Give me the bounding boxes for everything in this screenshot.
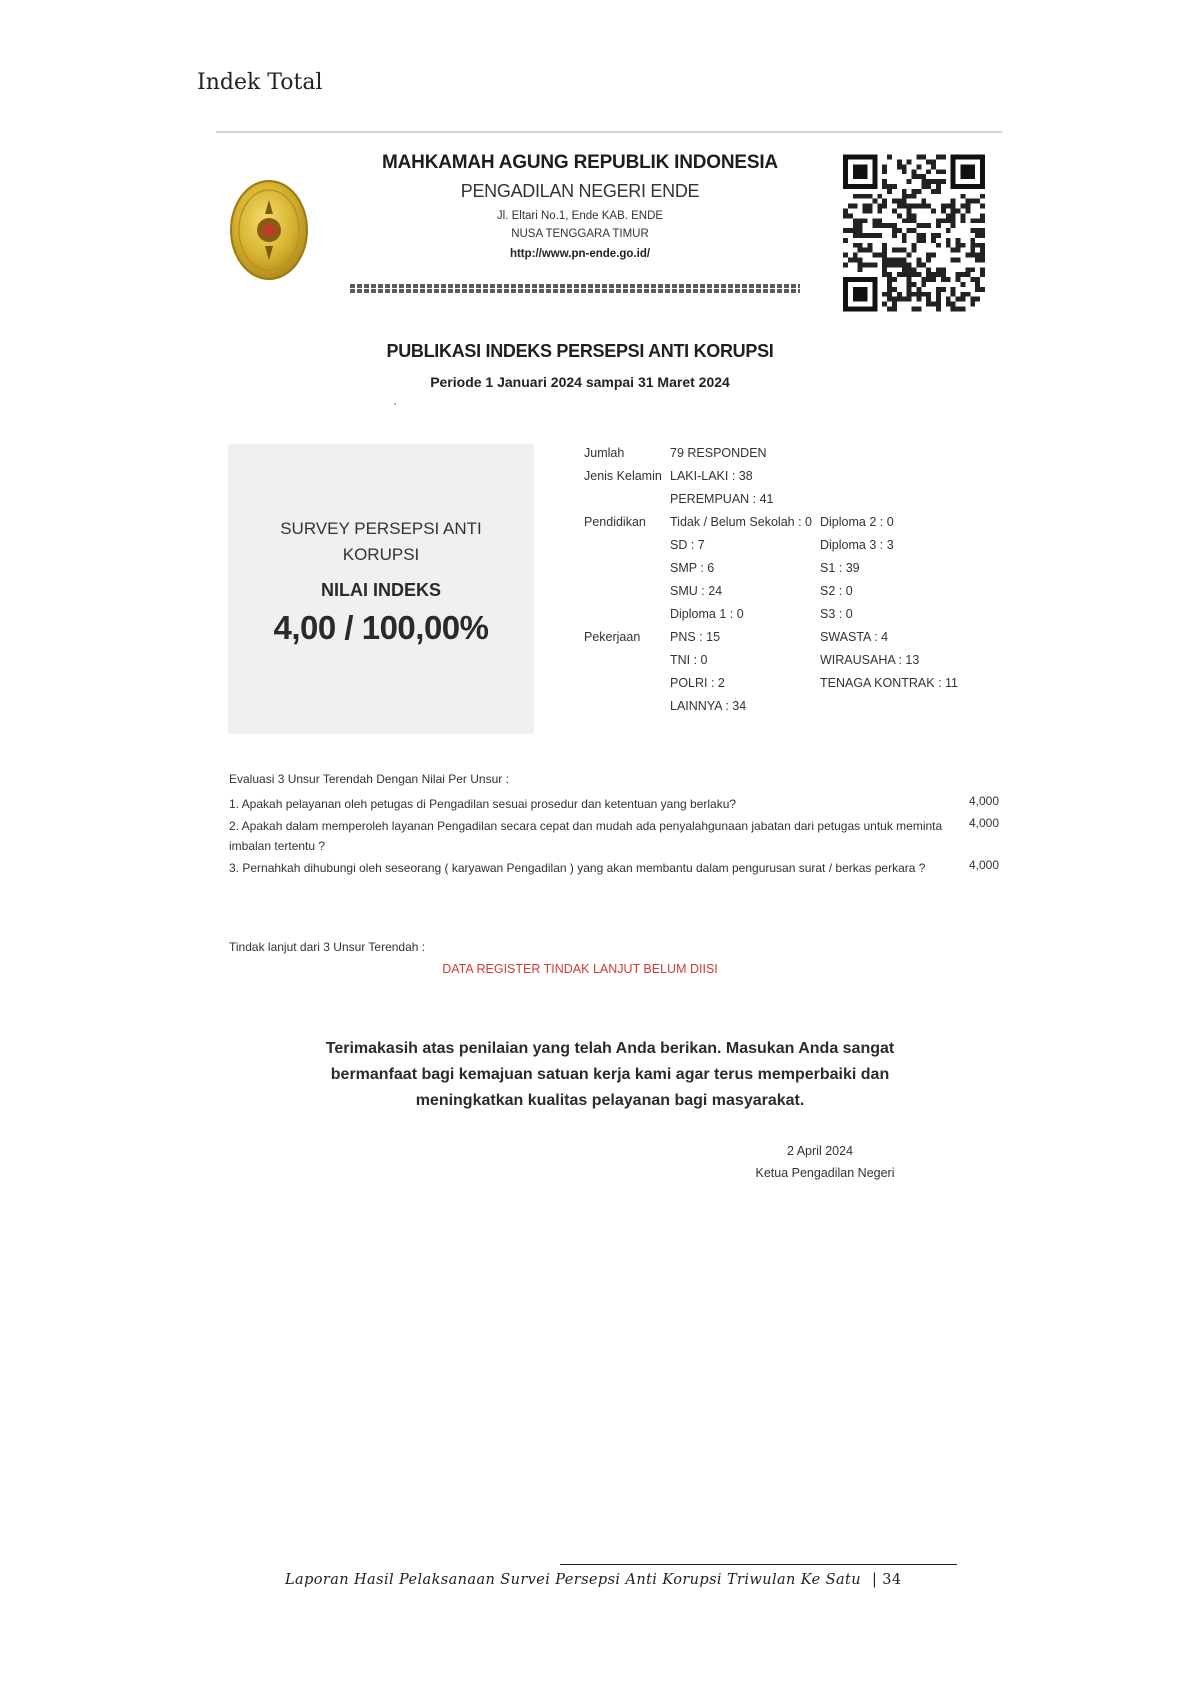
education-item: Tidak / Belum Sekolah : 0 [670, 515, 812, 529]
education-item: S1 : 39 [820, 561, 860, 575]
publication-title: PUBLIKASI INDEKS PERSEPSI ANTI KORUPSI [386, 341, 774, 361]
index-score-panel [228, 444, 534, 734]
followup-label: Tindak lanjut dari 3 Unsur Terendah : [229, 940, 426, 954]
page-number: | 34 [871, 1572, 902, 1588]
court-name: PENGADILAN NEGERI ENDE [460, 181, 700, 201]
jumlah-value: 79 RESPONDEN [670, 446, 767, 460]
section-title: Indek Total [197, 70, 323, 95]
evaluation-question: 1. Apakah pelayanan oleh petugas di Pengadilan sesuai prosedur dan ketentuan yang berlaku? [229, 797, 737, 811]
qr-code [843, 154, 985, 312]
stray-dot: · [393, 396, 397, 410]
gender-female: PEREMPUAN : 41 [670, 492, 774, 506]
education-item: SMU : 24 [670, 584, 723, 598]
index-value: 4,00 / 100,00% [273, 609, 489, 646]
index-label: NILAI INDEKS [320, 580, 441, 600]
education-item: S3 : 0 [820, 607, 853, 621]
publication-period: Periode 1 Januari 2024 sampai 31 Maret 2024 [430, 374, 730, 390]
court-website: http://www.pn-ende.go.id/ [509, 248, 651, 260]
footer-text: Laporan Hasil Pelaksanaan Survei Persepsi Anti Korupsi Triwulan Ke Satu [285, 1572, 861, 1588]
education-item: Diploma 2 : 0 [820, 515, 894, 529]
job-item: SWASTA : 4 [820, 630, 889, 644]
org-name: MAHKAMAH AGUNG REPUBLIK INDONESIA [382, 152, 778, 173]
job-item: PNS : 15 [670, 630, 721, 644]
education-item: S2 : 0 [820, 584, 853, 598]
court-address: Jl. Eltari No.1, Ende KAB. ENDE [496, 210, 664, 222]
jumlah-label: Jumlah [584, 446, 625, 460]
education-item: SD : 7 [670, 538, 705, 552]
gender-male: LAKI-LAKI : 38 [670, 469, 753, 483]
court-province: NUSA TENGGARA TIMUR [511, 228, 649, 240]
education-item: SMP : 6 [670, 561, 715, 575]
gender-label: Jenis Kelamin [584, 469, 662, 483]
survey-label: SURVEY PERSEPSI ANTI KORUPSI [280, 519, 482, 564]
job-item: WIRAUSAHA : 13 [820, 653, 920, 667]
evaluation-score: 4,000 [968, 816, 999, 830]
court-emblem-logo [228, 178, 310, 282]
footer-rule [560, 1564, 957, 1565]
education-item: Diploma 3 : 3 [820, 538, 894, 552]
evaluation-heading: Evaluasi 3 Unsur Terendah Dengan Nilai Per Unsur : [229, 772, 509, 786]
document-top-border [216, 131, 1002, 133]
evaluation-question: 3. Pernahkah dihubungi oleh seseorang ( karyawan Pengadilan ) yang akan membantu dalam pengurusan surat / berkas perkara ? [229, 861, 926, 875]
court-header [340, 152, 820, 260]
evaluation-score: 4,000 [968, 858, 999, 872]
job-item: TNI : 0 [670, 653, 708, 667]
thank-you-message: Terimakasih atas penilaian yang telah Anda berikan. Masukan Anda sangat bermanfaat bagi kemajuan satuan kerja kami agar terus memperbaiki dan meningkatkan kualitas pelayanan bagi masyarakat. [325, 1040, 895, 1109]
signatory-title: Ketua Pengadilan Negeri [755, 1166, 895, 1180]
education-item: Diploma 1 : 0 [670, 607, 744, 621]
evaluation-question: 2. Apakah dalam memperoleh layanan Pengadilan secara cepat dan mudah ada penyalahgunaan jabatan dari petugas untuk meminta imbalan tertentu ? [229, 819, 943, 853]
education-label: Pendidikan [584, 515, 646, 529]
header-divider [350, 284, 800, 293]
signature-date: 2 April 2024 [786, 1144, 854, 1158]
job-item: LAINNYA : 34 [670, 699, 747, 713]
job-label: Pekerjaan [584, 630, 641, 644]
followup-status: DATA REGISTER TINDAK LANJUT BELUM DIISI [442, 962, 718, 976]
job-item: TENAGA KONTRAK : 11 [820, 676, 959, 690]
page-footer [285, 1572, 902, 1588]
evaluation-score: 4,000 [968, 794, 999, 808]
job-item: POLRI : 2 [670, 676, 725, 690]
